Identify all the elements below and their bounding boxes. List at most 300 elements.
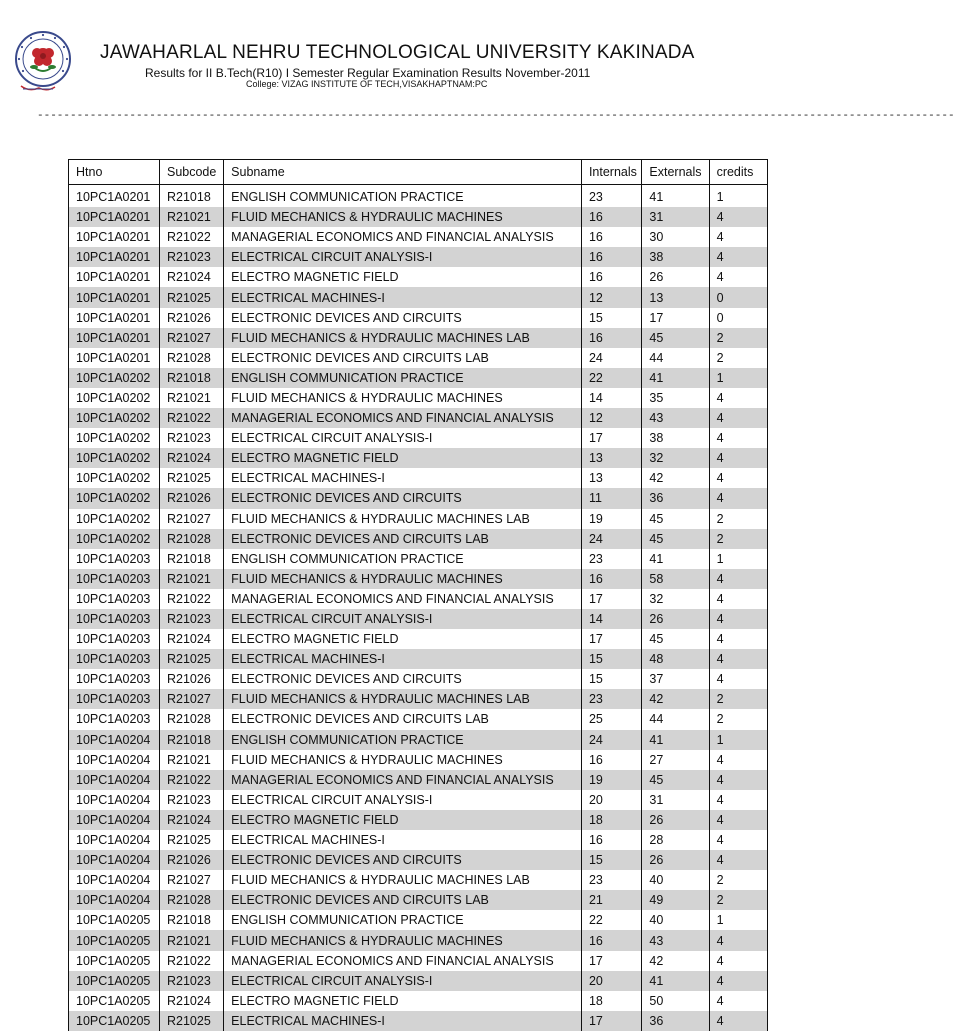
cell-internals: 20 <box>581 790 641 810</box>
cell-htno: 10PC1A0201 <box>69 328 160 348</box>
cell-htno: 10PC1A0203 <box>69 589 160 609</box>
cell-credits: 1 <box>709 910 767 930</box>
cell-subname: FLUID MECHANICS & HYDRAULIC MACHINES <box>224 930 582 950</box>
cell-externals: 40 <box>642 910 709 930</box>
table-row <box>69 549 768 569</box>
table-header-row <box>69 160 768 185</box>
cell-subcode: R21027 <box>159 689 223 709</box>
cell-subcode: R21028 <box>159 529 223 549</box>
table-row <box>69 267 768 287</box>
cell-subcode: R21018 <box>159 368 223 388</box>
cell-subname: ELECTRONIC DEVICES AND CIRCUITS LAB <box>224 709 582 729</box>
cell-externals: 45 <box>642 629 709 649</box>
cell-subcode: R21028 <box>159 709 223 729</box>
cell-externals: 42 <box>642 468 709 488</box>
cell-externals: 58 <box>642 569 709 589</box>
cell-subname: ELECTRICAL MACHINES-I <box>224 649 582 669</box>
table-row <box>69 388 768 408</box>
cell-credits: 4 <box>709 448 767 468</box>
cell-internals: 24 <box>581 730 641 750</box>
cell-internals: 16 <box>581 227 641 247</box>
cell-htno: 10PC1A0201 <box>69 247 160 267</box>
table-row <box>69 185 768 208</box>
column-header-htno: Htno <box>69 160 160 185</box>
dashed-divider: ------------------------------------------------------------------------------------------------------------------------------------------- <box>37 110 955 122</box>
cell-internals: 23 <box>581 549 641 569</box>
cell-htno: 10PC1A0204 <box>69 730 160 750</box>
results-table <box>68 159 768 1031</box>
cell-htno: 10PC1A0201 <box>69 308 160 328</box>
cell-htno: 10PC1A0205 <box>69 1011 160 1031</box>
cell-internals: 13 <box>581 448 641 468</box>
cell-externals: 41 <box>642 368 709 388</box>
exam-title: Results for II B.Tech(R10) I Semester Regular Examination Results November-2011 <box>145 66 591 80</box>
cell-htno: 10PC1A0201 <box>69 227 160 247</box>
table-row <box>69 589 768 609</box>
cell-subname: MANAGERIAL ECONOMICS AND FINANCIAL ANALYSIS <box>224 770 582 790</box>
cell-htno: 10PC1A0201 <box>69 267 160 287</box>
cell-subname: FLUID MECHANICS & HYDRAULIC MACHINES LAB <box>224 689 582 709</box>
cell-htno: 10PC1A0202 <box>69 388 160 408</box>
cell-externals: 31 <box>642 790 709 810</box>
cell-internals: 15 <box>581 649 641 669</box>
cell-credits: 4 <box>709 609 767 629</box>
cell-subcode: R21026 <box>159 308 223 328</box>
cell-subname: MANAGERIAL ECONOMICS AND FINANCIAL ANALYSIS <box>224 589 582 609</box>
cell-htno: 10PC1A0204 <box>69 850 160 870</box>
cell-internals: 16 <box>581 750 641 770</box>
cell-subname: ELECTRICAL MACHINES-I <box>224 468 582 488</box>
cell-subcode: R21027 <box>159 870 223 890</box>
cell-subname: ELECTRONIC DEVICES AND CIRCUITS <box>224 488 582 508</box>
cell-subname: FLUID MECHANICS & HYDRAULIC MACHINES <box>224 388 582 408</box>
table-row <box>69 730 768 750</box>
cell-htno: 10PC1A0205 <box>69 971 160 991</box>
cell-credits: 4 <box>709 971 767 991</box>
cell-externals: 13 <box>642 287 709 307</box>
cell-externals: 35 <box>642 388 709 408</box>
cell-credits: 4 <box>709 267 767 287</box>
cell-externals: 26 <box>642 850 709 870</box>
cell-subname: FLUID MECHANICS & HYDRAULIC MACHINES <box>224 569 582 589</box>
table-row <box>69 870 768 890</box>
cell-htno: 10PC1A0201 <box>69 185 160 208</box>
cell-externals: 26 <box>642 267 709 287</box>
cell-internals: 20 <box>581 971 641 991</box>
cell-credits: 4 <box>709 408 767 428</box>
cell-externals: 38 <box>642 247 709 267</box>
cell-credits: 1 <box>709 185 767 208</box>
cell-subname: FLUID MECHANICS & HYDRAULIC MACHINES LAB <box>224 870 582 890</box>
cell-externals: 27 <box>642 750 709 770</box>
cell-htno: 10PC1A0202 <box>69 408 160 428</box>
cell-credits: 4 <box>709 930 767 950</box>
cell-internals: 23 <box>581 185 641 208</box>
table-row <box>69 709 768 729</box>
table-row <box>69 509 768 529</box>
cell-externals: 45 <box>642 328 709 348</box>
cell-subname: ELECTRICAL CIRCUIT ANALYSIS-I <box>224 971 582 991</box>
cell-subname: ENGLISH COMMUNICATION PRACTICE <box>224 185 582 208</box>
cell-subname: ELECTRONIC DEVICES AND CIRCUITS LAB <box>224 348 582 368</box>
cell-externals: 49 <box>642 890 709 910</box>
cell-internals: 16 <box>581 569 641 589</box>
cell-credits: 4 <box>709 750 767 770</box>
table-row <box>69 669 768 689</box>
cell-htno: 10PC1A0203 <box>69 569 160 589</box>
cell-subcode: R21025 <box>159 287 223 307</box>
cell-htno: 10PC1A0203 <box>69 669 160 689</box>
cell-credits: 4 <box>709 388 767 408</box>
results-body <box>69 185 768 1031</box>
cell-htno: 10PC1A0203 <box>69 689 160 709</box>
table-row <box>69 810 768 830</box>
cell-internals: 17 <box>581 589 641 609</box>
cell-subname: ELECTRONIC DEVICES AND CIRCUITS <box>224 850 582 870</box>
table-row <box>69 247 768 267</box>
cell-subcode: R21025 <box>159 468 223 488</box>
cell-subname: ELECTRONIC DEVICES AND CIRCUITS <box>224 669 582 689</box>
cell-subcode: R21021 <box>159 207 223 227</box>
cell-subcode: R21027 <box>159 509 223 529</box>
cell-htno: 10PC1A0202 <box>69 428 160 448</box>
cell-subname: ELECTRICAL CIRCUIT ANALYSIS-I <box>224 428 582 448</box>
cell-credits: 0 <box>709 308 767 328</box>
cell-subcode: R21023 <box>159 428 223 448</box>
cell-subcode: R21018 <box>159 730 223 750</box>
table-row <box>69 408 768 428</box>
cell-htno: 10PC1A0204 <box>69 810 160 830</box>
cell-subcode: R21023 <box>159 971 223 991</box>
table-row <box>69 428 768 448</box>
cell-htno: 10PC1A0205 <box>69 930 160 950</box>
cell-subname: FLUID MECHANICS & HYDRAULIC MACHINES <box>224 750 582 770</box>
cell-externals: 48 <box>642 649 709 669</box>
cell-credits: 4 <box>709 669 767 689</box>
cell-externals: 41 <box>642 730 709 750</box>
cell-subname: MANAGERIAL ECONOMICS AND FINANCIAL ANALYSIS <box>224 227 582 247</box>
cell-subname: FLUID MECHANICS & HYDRAULIC MACHINES LAB <box>224 328 582 348</box>
cell-credits: 4 <box>709 488 767 508</box>
cell-htno: 10PC1A0202 <box>69 368 160 388</box>
cell-subname: ELECTRO MAGNETIC FIELD <box>224 267 582 287</box>
cell-subcode: R21018 <box>159 549 223 569</box>
cell-internals: 17 <box>581 1011 641 1031</box>
cell-credits: 2 <box>709 689 767 709</box>
cell-internals: 17 <box>581 629 641 649</box>
cell-credits: 2 <box>709 709 767 729</box>
cell-externals: 40 <box>642 870 709 890</box>
cell-subname: ELECTRICAL CIRCUIT ANALYSIS-I <box>224 609 582 629</box>
cell-internals: 17 <box>581 951 641 971</box>
cell-externals: 38 <box>642 428 709 448</box>
cell-internals: 16 <box>581 328 641 348</box>
cell-subcode: R21026 <box>159 488 223 508</box>
cell-externals: 17 <box>642 308 709 328</box>
cell-htno: 10PC1A0202 <box>69 448 160 468</box>
cell-externals: 30 <box>642 227 709 247</box>
table-row <box>69 629 768 649</box>
cell-credits: 4 <box>709 227 767 247</box>
cell-subname: FLUID MECHANICS & HYDRAULIC MACHINES LAB <box>224 509 582 529</box>
cell-subname: ENGLISH COMMUNICATION PRACTICE <box>224 730 582 750</box>
cell-internals: 15 <box>581 850 641 870</box>
table-row <box>69 308 768 328</box>
cell-internals: 23 <box>581 689 641 709</box>
cell-htno: 10PC1A0204 <box>69 770 160 790</box>
table-row <box>69 850 768 870</box>
cell-credits: 4 <box>709 629 767 649</box>
cell-internals: 16 <box>581 930 641 950</box>
table-row <box>69 609 768 629</box>
cell-credits: 1 <box>709 549 767 569</box>
cell-subcode: R21023 <box>159 247 223 267</box>
column-header-subcode: Subcode <box>159 160 223 185</box>
cell-subname: ELECTRONIC DEVICES AND CIRCUITS LAB <box>224 529 582 549</box>
cell-externals: 45 <box>642 770 709 790</box>
cell-internals: 16 <box>581 207 641 227</box>
cell-credits: 4 <box>709 428 767 448</box>
cell-externals: 41 <box>642 549 709 569</box>
cell-internals: 19 <box>581 770 641 790</box>
cell-internals: 16 <box>581 247 641 267</box>
cell-credits: 2 <box>709 529 767 549</box>
cell-htno: 10PC1A0205 <box>69 910 160 930</box>
cell-internals: 15 <box>581 669 641 689</box>
cell-htno: 10PC1A0203 <box>69 549 160 569</box>
table-row <box>69 287 768 307</box>
table-row <box>69 488 768 508</box>
cell-internals: 18 <box>581 991 641 1011</box>
column-header-externals: Externals <box>642 160 709 185</box>
table-row <box>69 529 768 549</box>
cell-externals: 26 <box>642 810 709 830</box>
cell-htno: 10PC1A0202 <box>69 468 160 488</box>
cell-externals: 32 <box>642 448 709 468</box>
cell-subcode: R21028 <box>159 890 223 910</box>
cell-subcode: R21025 <box>159 649 223 669</box>
table-row <box>69 770 768 790</box>
cell-htno: 10PC1A0201 <box>69 348 160 368</box>
cell-credits: 4 <box>709 468 767 488</box>
cell-subname: ENGLISH COMMUNICATION PRACTICE <box>224 368 582 388</box>
cell-subcode: R21021 <box>159 930 223 950</box>
cell-htno: 10PC1A0204 <box>69 890 160 910</box>
cell-externals: 36 <box>642 1011 709 1031</box>
cell-credits: 0 <box>709 287 767 307</box>
cell-subcode: R21025 <box>159 1011 223 1031</box>
cell-externals: 43 <box>642 408 709 428</box>
cell-credits: 1 <box>709 368 767 388</box>
cell-htno: 10PC1A0203 <box>69 649 160 669</box>
cell-subcode: R21024 <box>159 448 223 468</box>
cell-externals: 41 <box>642 971 709 991</box>
cell-subcode: R21021 <box>159 569 223 589</box>
cell-htno: 10PC1A0202 <box>69 529 160 549</box>
cell-subname: FLUID MECHANICS & HYDRAULIC MACHINES <box>224 207 582 227</box>
cell-htno: 10PC1A0203 <box>69 609 160 629</box>
cell-htno: 10PC1A0204 <box>69 790 160 810</box>
university-title: JAWAHARLAL NEHRU TECHNOLOGICAL UNIVERSITY KAKINADA <box>100 42 695 63</box>
cell-htno: 10PC1A0201 <box>69 207 160 227</box>
cell-htno: 10PC1A0204 <box>69 830 160 850</box>
cell-internals: 11 <box>581 488 641 508</box>
cell-externals: 41 <box>642 185 709 208</box>
cell-externals: 37 <box>642 669 709 689</box>
cell-subcode: R21023 <box>159 609 223 629</box>
cell-externals: 36 <box>642 488 709 508</box>
table-row <box>69 448 768 468</box>
cell-internals: 15 <box>581 308 641 328</box>
cell-credits: 4 <box>709 207 767 227</box>
cell-htno: 10PC1A0204 <box>69 870 160 890</box>
cell-subname: ELECTRO MAGNETIC FIELD <box>224 810 582 830</box>
cell-subcode: R21024 <box>159 629 223 649</box>
cell-subname: ELECTRICAL CIRCUIT ANALYSIS-I <box>224 790 582 810</box>
cell-subcode: R21022 <box>159 589 223 609</box>
cell-htno: 10PC1A0202 <box>69 509 160 529</box>
cell-subcode: R21024 <box>159 991 223 1011</box>
cell-subname: ELECTRICAL CIRCUIT ANALYSIS-I <box>224 247 582 267</box>
cell-internals: 19 <box>581 509 641 529</box>
cell-internals: 24 <box>581 348 641 368</box>
column-header-credits: credits <box>709 160 767 185</box>
cell-subcode: R21024 <box>159 267 223 287</box>
cell-credits: 4 <box>709 850 767 870</box>
cell-internals: 25 <box>581 709 641 729</box>
table-row <box>69 750 768 770</box>
cell-internals: 14 <box>581 388 641 408</box>
cell-credits: 4 <box>709 1011 767 1031</box>
cell-credits: 4 <box>709 247 767 267</box>
cell-externals: 50 <box>642 991 709 1011</box>
cell-internals: 17 <box>581 428 641 448</box>
cell-internals: 14 <box>581 609 641 629</box>
cell-subcode: R21024 <box>159 810 223 830</box>
column-header-internals: Internals <box>581 160 641 185</box>
university-seal-icon <box>9 26 77 94</box>
column-header-subname: Subname <box>224 160 582 185</box>
cell-credits: 2 <box>709 328 767 348</box>
cell-subname: MANAGERIAL ECONOMICS AND FINANCIAL ANALYSIS <box>224 951 582 971</box>
cell-subcode: R21028 <box>159 348 223 368</box>
cell-subname: MANAGERIAL ECONOMICS AND FINANCIAL ANALYSIS <box>224 408 582 428</box>
cell-externals: 45 <box>642 529 709 549</box>
cell-subname: ELECTRICAL MACHINES-I <box>224 830 582 850</box>
cell-subname: ELECTRO MAGNETIC FIELD <box>224 629 582 649</box>
cell-subcode: R21023 <box>159 790 223 810</box>
cell-externals: 44 <box>642 709 709 729</box>
cell-internals: 18 <box>581 810 641 830</box>
cell-credits: 4 <box>709 830 767 850</box>
cell-subname: ELECTRONIC DEVICES AND CIRCUITS LAB <box>224 890 582 910</box>
cell-subcode: R21022 <box>159 408 223 428</box>
cell-internals: 22 <box>581 910 641 930</box>
cell-externals: 43 <box>642 930 709 950</box>
college-name: College: VIZAG INSTITUTE OF TECH,VISAKHAPTNAM:PC <box>246 79 488 89</box>
table-row <box>69 368 768 388</box>
cell-externals: 45 <box>642 509 709 529</box>
cell-subcode: R21022 <box>159 227 223 247</box>
cell-externals: 28 <box>642 830 709 850</box>
cell-credits: 2 <box>709 890 767 910</box>
cell-htno: 10PC1A0203 <box>69 709 160 729</box>
cell-externals: 32 <box>642 589 709 609</box>
cell-subname: ENGLISH COMMUNICATION PRACTICE <box>224 910 582 930</box>
cell-htno: 10PC1A0201 <box>69 287 160 307</box>
table-row <box>69 348 768 368</box>
cell-credits: 2 <box>709 348 767 368</box>
cell-internals: 12 <box>581 287 641 307</box>
cell-subname: ELECTRICAL MACHINES-I <box>224 1011 582 1031</box>
cell-internals: 16 <box>581 267 641 287</box>
cell-externals: 26 <box>642 609 709 629</box>
cell-subcode: R21026 <box>159 669 223 689</box>
cell-credits: 4 <box>709 951 767 971</box>
cell-subcode: R21025 <box>159 830 223 850</box>
cell-credits: 2 <box>709 509 767 529</box>
table-row <box>69 890 768 910</box>
table-row <box>69 790 768 810</box>
table-row <box>69 649 768 669</box>
table-row <box>69 1011 768 1031</box>
cell-externals: 31 <box>642 207 709 227</box>
cell-credits: 4 <box>709 810 767 830</box>
cell-credits: 4 <box>709 991 767 1011</box>
cell-credits: 1 <box>709 730 767 750</box>
cell-credits: 4 <box>709 569 767 589</box>
cell-internals: 24 <box>581 529 641 549</box>
cell-credits: 4 <box>709 649 767 669</box>
cell-credits: 4 <box>709 770 767 790</box>
cell-externals: 42 <box>642 951 709 971</box>
cell-internals: 16 <box>581 830 641 850</box>
cell-internals: 22 <box>581 368 641 388</box>
table-row <box>69 971 768 991</box>
table-row <box>69 207 768 227</box>
cell-internals: 12 <box>581 408 641 428</box>
table-row <box>69 468 768 488</box>
cell-subcode: R21026 <box>159 850 223 870</box>
table-row <box>69 569 768 589</box>
cell-internals: 23 <box>581 870 641 890</box>
table-row <box>69 830 768 850</box>
table-row <box>69 951 768 971</box>
table-row <box>69 930 768 950</box>
cell-credits: 2 <box>709 870 767 890</box>
cell-subcode: R21021 <box>159 750 223 770</box>
cell-htno: 10PC1A0203 <box>69 629 160 649</box>
cell-subcode: R21022 <box>159 951 223 971</box>
table-row <box>69 991 768 1011</box>
cell-internals: 21 <box>581 890 641 910</box>
cell-subname: ELECTRONIC DEVICES AND CIRCUITS <box>224 308 582 328</box>
table-row <box>69 689 768 709</box>
cell-subcode: R21018 <box>159 910 223 930</box>
cell-htno: 10PC1A0205 <box>69 951 160 971</box>
cell-externals: 42 <box>642 689 709 709</box>
cell-subname: ENGLISH COMMUNICATION PRACTICE <box>224 549 582 569</box>
cell-subname: ELECTRO MAGNETIC FIELD <box>224 448 582 468</box>
cell-subcode: R21018 <box>159 185 223 208</box>
cell-subname: ELECTRO MAGNETIC FIELD <box>224 991 582 1011</box>
cell-subcode: R21021 <box>159 388 223 408</box>
cell-htno: 10PC1A0202 <box>69 488 160 508</box>
cell-credits: 4 <box>709 790 767 810</box>
cell-subname: ELECTRICAL MACHINES-I <box>224 287 582 307</box>
table-row <box>69 227 768 247</box>
cell-subcode: R21022 <box>159 770 223 790</box>
